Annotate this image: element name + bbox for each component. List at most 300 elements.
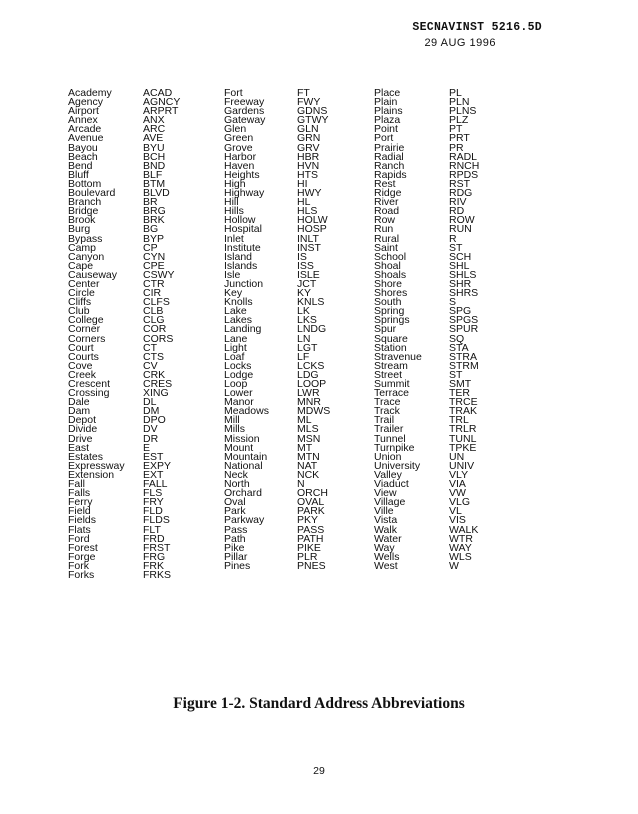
street-type-word: Beach [68, 150, 98, 163]
street-type-abbreviation: PASS [297, 523, 325, 536]
street-type-abbreviation: GRN [297, 132, 321, 145]
street-type-word: Hospital [224, 223, 262, 236]
street-type-abbreviation: SHL [449, 259, 470, 272]
street-type-word: Depot [68, 414, 97, 427]
street-type-abbreviation: SHRS [449, 287, 479, 300]
street-type-abbreviation: MTN [297, 450, 320, 463]
street-type-word: Mount [224, 441, 254, 454]
street-type-word: Manor [224, 396, 254, 409]
street-type-word: Bayou [68, 141, 98, 154]
street-type-abbreviation: LCKS [297, 359, 325, 372]
street-type-abbreviation: LK [297, 305, 310, 318]
street-type-abbreviation: RIV [449, 196, 467, 209]
street-type-word: Island [224, 250, 253, 263]
street-type-word: High [224, 177, 246, 190]
street-type-word: Rest [374, 177, 396, 190]
street-type-abbreviation: VW [449, 487, 466, 500]
street-type-word: Circle [68, 287, 95, 300]
street-type-abbreviation: CRK [143, 368, 166, 381]
street-type-abbreviation: CYN [143, 250, 166, 263]
street-type-abbreviation: DV [143, 423, 158, 436]
street-type-abbreviation: R [449, 232, 457, 245]
street-type-word: Neck [224, 468, 248, 481]
street-type-word: Avenue [68, 132, 104, 145]
street-type-word: Camp [68, 241, 97, 254]
street-type-word: Causeway [68, 268, 118, 281]
street-type-word: Brook [68, 214, 96, 227]
street-type-abbreviation: KNLS [297, 296, 325, 309]
street-type-abbreviation: FRY [143, 496, 164, 509]
street-type-abbreviation: FT [297, 87, 310, 99]
street-type-abbreviation: NAT [297, 459, 318, 472]
street-type-abbreviation: WALK [449, 523, 479, 536]
street-type-word: School [374, 250, 407, 263]
street-type-abbreviation: FRST [143, 541, 171, 554]
street-type-abbreviation: PLN [449, 96, 470, 109]
street-type-word: Summit [374, 378, 410, 390]
street-type-abbreviation: VLY [449, 468, 469, 481]
street-type-abbreviation: BTM [143, 177, 166, 190]
street-type-abbreviation: N [297, 478, 305, 491]
street-type-word: Hollow [224, 214, 256, 227]
street-type-word: Gateway [224, 114, 266, 127]
street-type-word: River [374, 196, 399, 209]
street-type-abbreviation: UN [449, 450, 465, 463]
street-type-word: Harbor [224, 150, 257, 163]
document-header [412, 21, 542, 49]
street-type-word: Branch [68, 196, 102, 209]
street-type-word: Estates [68, 450, 104, 463]
street-type-abbreviation: UNIV [449, 459, 475, 472]
street-type-abbreviation: PLNS [449, 105, 477, 118]
street-type-word: Court [68, 341, 94, 354]
street-type-word: Ville [374, 505, 394, 518]
street-type-abbreviation: RPDS [449, 168, 479, 181]
street-type-word: Pines [224, 559, 251, 572]
street-type-abbreviation: RADL [449, 150, 478, 163]
street-type-abbreviation: DM [143, 405, 160, 418]
street-type-abbreviation: PARK [297, 505, 325, 518]
street-type-abbreviation: EXT [143, 468, 164, 481]
street-type-word: Mission [224, 432, 260, 445]
street-type-abbreviation: PL [449, 87, 462, 99]
street-type-word: Lane [224, 332, 248, 345]
street-type-word: Club [68, 305, 90, 318]
street-type-word: Lakes [224, 314, 253, 327]
street-type-abbreviation: MNR [297, 396, 321, 409]
street-type-abbreviation: ANX [143, 114, 165, 127]
street-type-word: Springs [374, 314, 410, 327]
street-type-word: Islands [224, 259, 258, 272]
street-type-abbreviation: TRL [449, 414, 469, 427]
street-type-abbreviation: PATH [297, 532, 324, 545]
street-type-word: Orchard [224, 487, 262, 500]
street-type-abbreviation: PLZ [449, 114, 469, 127]
street-type-abbreviation: PRT [449, 132, 470, 145]
street-type-word: Highway [224, 187, 265, 200]
street-type-abbreviation: BYP [143, 232, 165, 245]
street-type-word: Fort [224, 87, 243, 99]
street-type-word: Courts [68, 350, 99, 363]
street-type-word: Light [224, 341, 247, 354]
street-type-abbreviation: GRV [297, 141, 320, 154]
street-type-word: Trace [374, 396, 401, 409]
street-type-abbreviation: SPG [449, 305, 472, 318]
street-type-abbreviation: CLFS [143, 296, 170, 309]
street-type-word: Isle [224, 268, 241, 281]
street-type-word: Airport [68, 105, 99, 118]
street-type-abbreviation: RST [449, 177, 470, 190]
street-type-abbreviation: STRM [449, 359, 479, 372]
street-type-abbreviation: PR [449, 141, 464, 154]
street-type-abbreviation: HL [297, 196, 311, 209]
street-type-word: Spring [374, 305, 405, 318]
street-type-word: Vista [374, 514, 398, 527]
street-type-word: Ford [68, 532, 90, 545]
street-type-abbreviation: SCH [449, 250, 472, 263]
street-type-abbreviation: CORS [143, 332, 174, 345]
street-type-word: Shore [374, 277, 403, 290]
street-type-word: Hill [224, 196, 239, 209]
street-type-abbreviation: TPKE [449, 441, 477, 454]
street-type-word: Haven [224, 159, 255, 172]
street-type-abbreviation: ACAD [143, 87, 173, 99]
street-type-word: Rural [374, 232, 400, 245]
street-type-word: Dale [68, 396, 90, 409]
street-type-word: Fall [68, 478, 85, 491]
street-type-abbreviation: XING [143, 387, 169, 400]
street-type-word: Radial [374, 150, 404, 163]
street-type-word: Extension [68, 468, 115, 481]
figure-caption: Figure 1-2. Standard Address Abbreviations [173, 695, 465, 712]
street-type-word: Pass [224, 523, 248, 536]
street-type-abbreviation: CLG [143, 314, 165, 327]
street-type-word: Landing [224, 323, 262, 336]
street-type-abbreviation: BRK [143, 214, 165, 227]
street-type-abbreviation: MT [297, 441, 313, 454]
street-type-abbreviation: SQ [449, 332, 465, 345]
street-type-word: Mills [224, 423, 245, 436]
street-type-abbreviation: BYU [143, 141, 165, 154]
street-type-word: Row [374, 214, 396, 227]
street-type-abbreviation: CRES [143, 378, 173, 390]
street-type-word: University [374, 459, 421, 472]
street-type-abbreviation: ML [297, 414, 312, 427]
street-type-word: Key [224, 287, 243, 300]
street-type-word: Institute [224, 241, 261, 254]
street-type-word: Inlet [224, 232, 244, 245]
street-type-abbreviation: INST [297, 241, 321, 254]
street-type-abbreviation: CT [143, 341, 157, 354]
street-type-abbreviation: HOSP [297, 223, 327, 236]
street-type-abbreviation: CIR [143, 287, 162, 300]
street-type-word: Terrace [374, 387, 410, 400]
street-type-word: South [374, 296, 402, 309]
street-type-word: Gardens [224, 105, 265, 118]
street-type-word: Bluff [68, 168, 89, 181]
street-type-word: Dam [68, 405, 91, 418]
street-type-abbreviation: SHLS [449, 268, 477, 281]
street-type-word: Union [374, 450, 402, 463]
street-type-abbreviation: TUNL [449, 432, 477, 445]
street-type-abbreviation: RD [449, 205, 465, 218]
street-type-abbreviation: SHR [449, 277, 472, 290]
street-type-abbreviation: W [449, 559, 459, 572]
words-column-1 [68, 89, 125, 580]
street-type-abbreviation: TER [449, 387, 470, 400]
street-type-abbreviation: LNDG [297, 323, 327, 336]
street-type-abbreviation: PIKE [297, 541, 321, 554]
street-type-word: Valley [374, 468, 402, 481]
street-type-word: Arcade [68, 123, 102, 136]
abbreviations-column-3 [449, 89, 479, 571]
street-type-word: Divide [68, 423, 98, 436]
street-type-word: Viaduct [374, 478, 409, 491]
street-type-abbreviation: VL [449, 505, 462, 518]
street-type-abbreviation: DR [143, 432, 159, 445]
street-type-word: Bypass [68, 232, 103, 245]
street-type-word: Falls [68, 487, 91, 500]
street-type-abbreviation: AVE [143, 132, 164, 145]
street-type-word: Tunnel [374, 432, 406, 445]
street-type-abbreviation: HVN [297, 159, 320, 172]
street-type-abbreviation: FLT [143, 523, 161, 536]
street-type-word: College [68, 314, 104, 327]
street-type-word: Annex [68, 114, 98, 127]
street-type-word: Creek [68, 368, 97, 381]
street-type-abbreviation: E [143, 441, 151, 454]
street-type-word: Loop [224, 378, 248, 390]
street-type-abbreviation: HOLW [297, 214, 328, 227]
street-type-word: Expressway [68, 459, 125, 472]
street-type-word: Ferry [68, 496, 93, 509]
street-type-word: Freeway [224, 96, 265, 109]
street-type-word: Pike [224, 541, 245, 554]
street-type-word: Street [374, 368, 403, 381]
street-type-abbreviation: TRAK [449, 405, 478, 418]
street-type-word: Burg [68, 223, 91, 236]
street-type-word: Crossing [68, 387, 110, 400]
street-type-abbreviation: VIA [449, 478, 466, 491]
street-type-abbreviation: ARPRT [143, 105, 179, 118]
street-type-word: Center [68, 277, 100, 290]
street-type-abbreviation: KY [297, 287, 312, 300]
street-type-abbreviation: NCK [297, 468, 320, 481]
street-type-word: Bend [68, 159, 93, 172]
street-type-word: Water [374, 532, 402, 545]
street-type-abbreviation: VLG [449, 496, 471, 509]
street-type-word: Boulevard [68, 187, 116, 200]
street-type-abbreviation: LF [297, 350, 310, 363]
street-type-abbreviation: LWR [297, 387, 320, 400]
street-type-abbreviation: ISS [297, 259, 314, 272]
street-type-abbreviation: LN [297, 332, 311, 345]
street-type-word: Bridge [68, 205, 99, 218]
abbreviations-column-2 [297, 89, 330, 571]
street-type-abbreviation: FLDS [143, 514, 170, 527]
words-column-3 [374, 89, 422, 571]
street-type-abbreviation: PNES [297, 559, 326, 572]
street-type-word: Mill [224, 414, 240, 427]
street-type-abbreviation: TRCE [449, 396, 478, 409]
street-type-word: Trailer [374, 423, 404, 436]
street-type-abbreviation: ROW [449, 214, 475, 227]
street-type-word: Loaf [224, 350, 245, 363]
street-type-word: Turnpike [374, 441, 415, 454]
street-type-abbreviation: SPUR [449, 323, 479, 336]
street-type-abbreviation: HBR [297, 150, 320, 163]
street-type-abbreviation: CSWY [143, 268, 175, 281]
street-type-word: Oval [224, 496, 246, 509]
street-type-abbreviation: RNCH [449, 159, 480, 172]
street-type-word: Agency [68, 96, 104, 109]
street-type-abbreviation: LKS [297, 314, 317, 327]
street-type-abbreviation: PKY [297, 514, 319, 527]
street-type-abbreviation: BND [143, 159, 166, 172]
street-type-word: West [374, 559, 398, 572]
street-type-abbreviation: ST [449, 241, 463, 254]
street-type-abbreviation: HWY [297, 187, 322, 200]
street-type-word: View [374, 487, 397, 500]
abbreviations-column-1 [143, 89, 180, 580]
street-type-word: North [224, 478, 250, 491]
street-type-abbreviation: ARC [143, 123, 166, 136]
street-type-abbreviation: DPO [143, 414, 166, 427]
street-type-word: Rapids [374, 168, 407, 181]
street-type-word: Field [68, 505, 91, 518]
street-type-word: Green [224, 132, 254, 145]
street-type-word: Bottom [68, 177, 102, 190]
street-type-abbreviation: RDG [449, 187, 473, 200]
page-number: 29 [313, 765, 325, 777]
street-type-abbreviation: BLF [143, 168, 163, 181]
street-type-abbreviation: LOOP [297, 378, 327, 390]
street-type-word: Wells [374, 550, 400, 563]
street-type-abbreviation: SPGS [449, 314, 479, 327]
street-type-word: Stravenue [374, 350, 422, 363]
street-type-abbreviation: PLR [297, 550, 318, 563]
street-type-word: Path [224, 532, 246, 545]
street-type-abbreviation: FRG [143, 550, 166, 563]
street-type-word: Track [374, 405, 400, 418]
street-type-abbreviation: MDWS [297, 405, 331, 418]
street-type-word: Cove [68, 359, 93, 372]
street-type-abbreviation: CTS [143, 350, 164, 363]
street-type-word: Village [374, 496, 406, 509]
street-type-abbreviation: FWY [297, 96, 321, 109]
street-type-word: Ridge [374, 187, 402, 200]
street-type-abbreviation: CPE [143, 259, 165, 272]
street-type-abbreviation: PT [449, 123, 463, 136]
street-type-word: Corners [68, 332, 106, 345]
street-type-word: Junction [224, 277, 264, 290]
street-type-word: Forest [68, 541, 98, 554]
street-type-abbreviation: STRA [449, 350, 478, 363]
street-type-word: Way [374, 541, 395, 554]
street-type-abbreviation: FRK [143, 559, 164, 572]
street-type-word: Parkway [224, 514, 265, 527]
street-type-abbreviation: GDNS [297, 105, 328, 118]
street-type-abbreviation: ST [449, 368, 463, 381]
street-type-abbreviation: FLD [143, 505, 163, 518]
street-type-word: Place [374, 87, 401, 99]
street-type-abbreviation: LDG [297, 368, 319, 381]
words-column-2 [224, 89, 269, 571]
street-type-word: Square [374, 332, 408, 345]
street-type-abbreviation: WAY [449, 541, 472, 554]
street-type-word: Road [374, 205, 400, 218]
street-type-abbreviation: STA [449, 341, 469, 354]
street-type-abbreviation: S [449, 296, 457, 309]
street-type-abbreviation: DL [143, 396, 157, 409]
street-type-word: Forks [68, 568, 95, 581]
street-type-abbreviation: MSN [297, 432, 321, 445]
street-type-word: National [224, 459, 263, 472]
street-type-word: Lake [224, 305, 247, 318]
street-type-word: Stream [374, 359, 408, 372]
street-type-abbreviation: VIS [449, 514, 466, 527]
street-type-abbreviation: HI [297, 177, 308, 190]
street-type-word: Pillar [224, 550, 248, 563]
street-type-abbreviation: OVAL [297, 496, 325, 509]
street-type-word: Plain [374, 96, 398, 109]
street-type-word: Flats [68, 523, 91, 536]
street-type-abbreviation: COR [143, 323, 167, 336]
street-type-word: Park [224, 505, 246, 518]
street-type-abbreviation: EST [143, 450, 164, 463]
street-type-abbreviation: IS [297, 250, 307, 263]
street-type-word: Saint [374, 241, 398, 254]
street-type-abbreviation: HTS [297, 168, 318, 181]
street-type-word: Locks [224, 359, 252, 372]
street-type-word: Run [374, 223, 394, 236]
street-type-abbreviation: FRKS [143, 568, 172, 581]
street-type-abbreviation: CLB [143, 305, 164, 318]
street-type-abbreviation: BLVD [143, 187, 170, 200]
street-type-abbreviation: AGNCY [143, 96, 181, 109]
street-type-word: Ranch [374, 159, 405, 172]
street-type-abbreviation: GLN [297, 123, 319, 136]
street-type-abbreviation: RUN [449, 223, 472, 236]
street-type-word: Shoal [374, 259, 401, 272]
street-type-word: Mountain [224, 450, 268, 463]
street-type-word: East [68, 441, 90, 454]
street-type-word: Cliffs [68, 296, 92, 309]
street-type-abbreviation: JCT [297, 277, 317, 290]
street-type-word: Plains [374, 105, 403, 118]
street-type-word: Trail [374, 414, 395, 427]
street-type-word: Hills [224, 205, 244, 218]
street-type-abbreviation: MLS [297, 423, 319, 436]
street-type-word: Spur [374, 323, 397, 336]
street-type-word: Meadows [224, 405, 269, 418]
street-type-abbreviation: SMT [449, 378, 472, 390]
street-type-word: Shoals [374, 268, 407, 281]
street-type-abbreviation: BCH [143, 150, 166, 163]
street-type-word: Corner [68, 323, 101, 336]
street-type-abbreviation: CTR [143, 277, 165, 290]
street-type-abbreviation: CV [143, 359, 158, 372]
street-type-abbreviation: INLT [297, 232, 319, 245]
street-type-abbreviation: FRD [143, 532, 165, 545]
street-type-abbreviation: TRLR [449, 423, 477, 436]
street-type-word: Walk [374, 523, 397, 536]
street-type-word: Drive [68, 432, 93, 445]
street-type-word: Port [374, 132, 394, 145]
street-type-abbreviation: LGT [297, 341, 318, 354]
street-type-abbreviation: EXPY [143, 459, 172, 472]
street-type-word: Crescent [68, 378, 111, 390]
